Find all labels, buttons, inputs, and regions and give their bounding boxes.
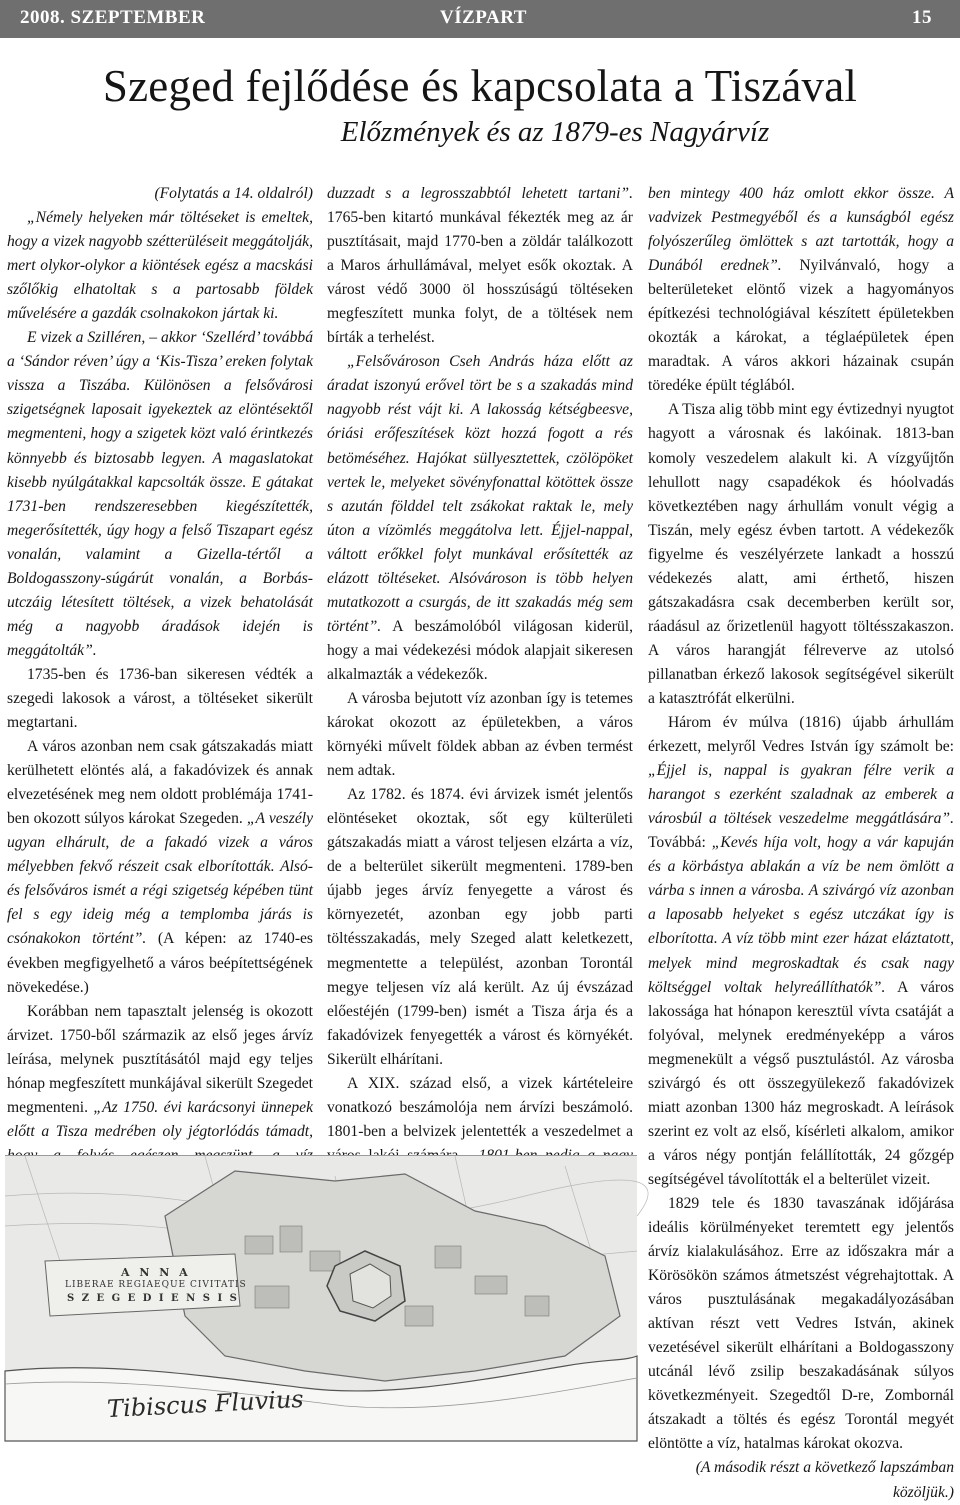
column-1 [7, 182, 313, 1192]
quote: „Felsővároson Cseh András háza előtt az áradat iszonyú erővel tört be s a szakadás mind nagyobb rést vájt ki. A lakosság kétségbeesve, óriási erőfeszítések közt hozzá fogott a rés betöméséhez. Hajókat süllyesztettek, czölöpöket vertek le, melyeket sövényfonattal kötöttek össze s azután földdel telt zsákokat raktak le, mely úton a vízömlés meggátolva lett. Éjjel-nappal, váltott erőkkel folyt munkával erősítették az elázott töltéseket. Alsóvároson is több helyen mutatkozott a csurgás, de itt szakadás még sem történt”. [327, 353, 633, 635]
map-cartouche-line: LIBERAE REGIAEQUE CIVITATIS [65, 1280, 247, 1290]
historic-map-image [5, 1155, 637, 1440]
paragraph: 1735-ben és 1736-ban sikeresen védték a szegedi lakosok a várost, a töltéseket sikerült megtartani. [7, 665, 313, 732]
quote: „Kevés híja volt, hogy a vár kapuján és a körbástya ablakán a víz be nem ömlött a várba s innen a városba. A szivárgó víz azonban a laposabb helyeket s egész utczákat így is elborította. A víz több mint ezer házat eláztatott, melyek mind megroskadtak és csak nagy költséggel voltak helyreállíthatók”. [648, 834, 954, 996]
map-river-label: Tibiscus Fluvius [106, 1384, 305, 1424]
text-run: A város azonban nem csak gátszakadás miatt kerülhetett elöntés alá, a fakadóvizek és annak elvezetésének meg nem oldott problémája 1741-ben okozott súlyos károkat Szegeden. [7, 738, 313, 828]
to-be-continued-note: (A második részt a következő lapszámban közöljük.) [695, 1459, 954, 1501]
quote: „Éjjel is, nappal is gyakran félre verik a harangot s ezerként szaladnak az emberek a városbúl a töltések veszedelme meggátlására”. [648, 762, 954, 828]
paragraph: E vizek a Szilléren, – akkor ‘Szellérd’ továbbá a ‘Sándor réven’ úgy a ‘Kis-Tisza’ ereken folytak vissza a Tiszába. Különösen a felsővárosi szigetségnek laposait igyekeztek az elöntésektől megmenteni, hogy a szigetek közt való érintkezés könnyebb és biztosabb legyen. A magaslatokat kisebb nyúlgátakkal kapcsolták össze. E gátakat 1731-ben rendszeresebben kiegészítették, megerősítették, úgy hogy a felső Tiszapart egész vonalán, valamint a Gizella-tértől a Boldogasszony-súgárút vonalán, a Borbás-utczáig létesített töltések, a vizek behatolását még a nagyobb áradások idején is meggátolták”. [7, 329, 313, 659]
column-2 [327, 182, 633, 1216]
text-run: Továbbá: [648, 834, 712, 852]
column-3 [648, 182, 954, 1501]
publication-name: VÍZPART [440, 7, 527, 28]
text-run: Nyilvánvaló, hogy a belterületeket elöntő vizek a hagyományos építkezési technológiával készített épületekben okozták a károkat, a téglaépületek épen maradtak. A város akkori házainak csupán töredéke épült téglából. [648, 257, 954, 395]
text-run: Korábban nem tapasztalt jelenség is okozott árvizet. 1750-ből származik az első jeges árvíz leírása, melynek pusztításától majd egy teljes hónap megfeszített munkájával sikerült Szegedet megmenteni. [7, 1002, 313, 1116]
quote: „Az 1750. évi karácsonyi ünnepek előtt a Tisza medrében oly jégtorlódás támadt, [7, 1098, 313, 1140]
paragraph: Az 1782. és 1874. évi árvizek ismét jelentős elöntéseket okoztak, sőt egy külterületi gátszakadás miatt a várost teljesen elzárta a víz, de a belterület sikerült megmenteni. 1789-ben újabb jeges árvíz fenyegette a várost és környezetét, azonban egy jobb parti töltésszakadás, mely Szeged alatt keletkezett, megmentette a települést, azonban Torontál megye teljesen víz alá került. Az új évszázad előestéjén (1799-ben) ismét a Tisza árja és a fakadóvizek fenyegették a várost és környékét. Sikerült elhárítani. [327, 786, 633, 1068]
paragraph [648, 182, 954, 398]
page-number: 15 [912, 7, 932, 28]
paragraph [7, 735, 313, 1000]
continuation-note: (Folytatás a 14. oldalról) [154, 185, 313, 202]
text-run: A város lakossága hat hónapon keresztül vívta csatáját a folyóval, melynek eredményeképp a város megmenekült a végső pusztulástól. Az városba szivárgó és ott összegyülekező fakadóvizek miatt azonban 1300 ház megroskadt. A leírások szerint ez volt az első, kísérleti alkalom, amikor a város négy pontján felállították, 24 gőzgép segítségével távolították el a belterület vizeit. [648, 978, 954, 1188]
paragraph: 1829 tele és 1830 tavaszának időjárása ideális körülményeket teremtett egy jelentős árvíz kialakulásához. Erre az időszakra már a Körösökön számos átmetszést végrehajtottak. A város pusztulásának megakadályozásában aktívan részt vett Vedres István, akinek vezetésével sikerült elhárítani a Boldogasszony utcánál lévő zsilip beszakadásának súlyos következményeit. Szegedtől D-re, Zombornál átszakadt a töltés és egész Torontál megyét elöntötte a víz, hatalmas károkat okozva. [648, 1194, 954, 1453]
text-run: A XIX. század első, a vizek kártételeire vonatkozó beszámolója nem árvízi beszámoló. 1801-ben a belvizek jelentették a veszedelmet a [327, 1074, 633, 1140]
text-run: Három év múlva (1816) újabb árhullám érkezett, melyről Vedres István így számolt be: [648, 714, 954, 756]
text-run: (A képen: az 1740-es években megfigyelhető a város beépítettségének növekedése.) [7, 930, 313, 996]
text-run: A beszámolóból világosan kiderül, hogy a mai védekezési módok alapjait sikeresen alkalmazták a védekezők. [327, 617, 633, 683]
quote: duzzadt s a legrosszabbtól lehetett tartani”. [327, 185, 633, 202]
article-subtitle: Előzmények és az 1879-es Nagyárvíz [340, 116, 770, 148]
paragraph: „Némely helyeken már töltéseket is emeltek, hogy a vizek nagyobb szétterüléseit meggátolják, mert olykor-olykor a kiöntések egész a macskási szőlőkig elhatoltak s a partosabb földek művelésére a gazdák csolnakokon jártak ki. [7, 209, 313, 323]
paragraph [648, 711, 954, 1192]
paragraph [327, 182, 633, 350]
paragraph [327, 350, 633, 687]
paragraph: A Tisza alig több mint egy évtizednyi nyugtot hagyott a városnak és lakóinak. 1813-ban komoly veszedelem alakult ki. A vízgyűjtőn lehullott nagy csapadékok és hóolvadás következtében nagy árhullám vonult végig a Tiszán, mely egész évben tartott. A védekezők figyelme és veszélyérzete lankadt a hosszú védekezés alatt, ami érthető, hiszen gátszakadásra csak decemberben került sor, ráadásul az őrizetlenül hagyott töltésszakaszon. A város harangját félreverve az utolsó pillanatban érkező lakosok segítségével sikerült a katasztrófát elkerülni. [648, 401, 954, 707]
text-run: 1765-ben kitartó munkával fékezték meg az ár pusztításait, majd 1770-ben a zöldár találkozott a Maros árhullámával, melyet esők okoztak. A várost védő 3000 öl hosszúságú töltéseken megfeszített munka folyt, de a töltések nem bírták a terhelést. [327, 209, 633, 347]
map-cartouche-city: S Z E G E D I E N S I S [67, 1293, 239, 1304]
issue-date: 2008. SZEPTEMBER [20, 7, 206, 28]
map-cartouche-title: A N N A [121, 1266, 191, 1279]
paragraph: A városba bejutott víz azonban így is tetemes károkat okozott az épületekben, a város környéki művelt földek abban az évben termést nem adtak. [327, 689, 633, 780]
page-header-bar [0, 0, 960, 38]
article-title: Szeged fejlődése és kapcsolata a Tiszával [102, 61, 858, 111]
quote: ben mintegy 400 ház omlott ekkor össze. A vadvizek Pestmegyéből és a kunságból egész folyószerűleg ömlöttek s azt tartották, hogy a Dunából erednek”. [648, 185, 954, 275]
quote: „A veszély ugyan elhárult, de a fakadó vizek a város mélyebben fekvő részeit csak elborították. Alsó- és felsőváros ismét a régi szigetség képében tünt fel s egy ideig még a templomba járás is csónakokon történt”. [7, 810, 313, 948]
